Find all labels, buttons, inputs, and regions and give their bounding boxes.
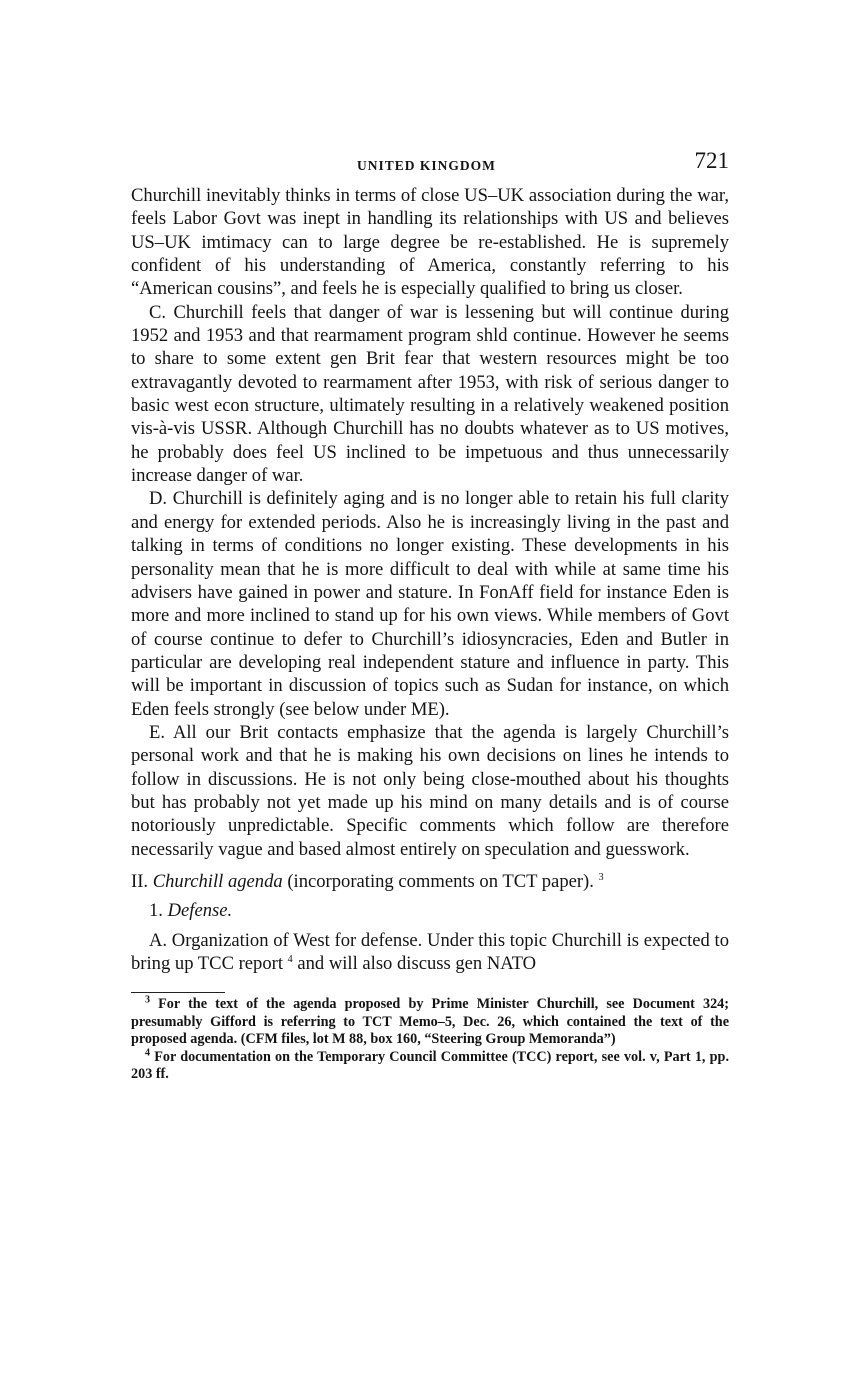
body-text: [131, 184, 729, 975]
paragraph-c: C. Churchill feels that danger of war is lessening but will continue during 1952 and 1953 and that rearmament program shld continue. However he seems to share to some extent gen Brit fear that western resources might be too extravagantly devoted to rearmament after 1953, with risk of serious danger to basic west econ structure, ultimately resulting in a relatively weakened position vis-à-vis USSR. Although Churchill has no doubts whatever as to US motives, he probably does feel US inclined to be impetuous and thus unnecessarily increase danger of war.: [131, 301, 729, 487]
section-title-rest: (incorporating comments on TCT paper).: [287, 870, 594, 892]
footnote-text: For documentation on the Temporary Council Committee (TCC) report, see vol. v, Part 1, pp. 203 ff.: [131, 1048, 729, 1082]
paragraph-e: E. All our Brit contacts emphasize that the agenda is largely Churchill’s personal work and that he is making his own decisions on lines he intends to follow in discussions. He is not only being close-mouthed about his thoughts but has probably not yet made up his mind on many details and is of course notoriously unpredictable. Specific comments which follow are therefore necessarily vague and based almost entirely on speculation and guesswork.: [131, 721, 729, 860]
paragraph-continued: Churchill inevitably thinks in terms of close US–UK association during the war, feels Labor Govt was inept in handling its relationships with US and believes US–UK imtimacy can to large degree be re-established. He is supremely confident of his understanding of America, constantly referring to his “American cousins”, and feels he is especially qualified to bring us closer.: [131, 185, 729, 300]
footnote-ref-4[interactable]: 4: [287, 953, 293, 965]
subsection-number: 1.: [149, 900, 163, 922]
footnote-ref-3[interactable]: 3: [598, 871, 604, 883]
running-head: UNITED KINGDOM: [357, 158, 496, 173]
section-number: II.: [131, 870, 149, 892]
subsection-heading: [131, 899, 729, 922]
document-page: [131, 148, 729, 1083]
page-header: [131, 148, 729, 184]
paragraph-a-end: and will also discuss gen NATO: [297, 953, 537, 974]
footnote-4: [131, 1046, 729, 1084]
footnotes: [131, 996, 729, 1083]
footnote-mark: 4: [145, 1046, 150, 1058]
footnote-mark: 3: [145, 994, 150, 1006]
paragraph-d: D. Churchill is definitely aging and is no longer able to retain his full clarity and energy for extended periods. Also he is increasingly living in the past and talking in terms of conditions no longer existing. These developments in his personality mean that he is more difficult to deal with while at same time his advisers have gained in power and stature. In FonAff field for instance Eden is more and more inclined to stand up for his own views. While members of Govt of course continue to defer to Churchill’s idiosyncracies, Eden and Butler in particular are developing real independent stature and influence in party. This will be important in discussion of topics such as Sudan for instance, on which Eden feels strongly (see below under ME).: [131, 488, 729, 720]
footnote-3: [131, 996, 729, 1048]
paragraph-a-start: A. Organization of West for defense. Under this topic Churchill is expected to bring up TCC report: [131, 929, 729, 974]
page-number: 721: [694, 148, 729, 173]
paragraph-a: [131, 929, 729, 976]
footnote-text: For the text of the agenda proposed by Prime Minister Churchill, see Document 324; presumably Gifford is referring to TCT Memo–5, Dec. 26, which contained the text of the proposed agenda. (CFM files, lot M 88, box 160, “Steering Group Memoranda”): [131, 996, 729, 1048]
section-title: Churchill agenda: [152, 870, 283, 892]
section-heading: [131, 870, 729, 893]
footnote-divider: [131, 992, 225, 993]
subsection-title: Defense.: [167, 900, 233, 922]
